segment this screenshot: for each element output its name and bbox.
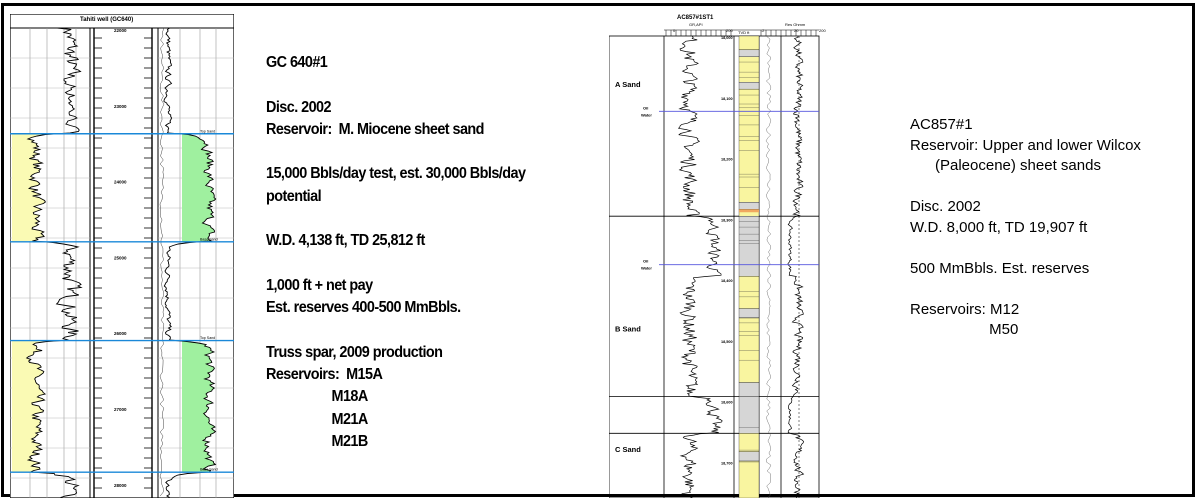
ac857-zone-label: A Sand bbox=[615, 79, 641, 89]
gc640-sand-marker-label: Base Sand bbox=[200, 237, 218, 242]
ac857-lithology-block bbox=[739, 216, 759, 276]
ac857-text-line bbox=[910, 279, 1141, 300]
ac857-contact-top-label: Oil bbox=[643, 105, 649, 111]
gc640-text-line bbox=[266, 74, 525, 96]
ac857-gamma-min: 0 bbox=[673, 28, 676, 33]
gc640-well-log bbox=[10, 14, 234, 498]
ac857-text-line: W.D. 8,000 ft, TD 19,907 ft bbox=[910, 218, 1088, 236]
ac857-text-line: 500 MmBbls. Est. reserves bbox=[910, 259, 1090, 277]
ac857-lithology-block bbox=[739, 318, 759, 383]
ac857-lithology-block bbox=[739, 89, 759, 202]
ac857-depth-label: 18,600 bbox=[721, 400, 733, 405]
ac857-description bbox=[910, 115, 1141, 341]
ac857-log-title: AC857#1ST1 bbox=[677, 15, 714, 21]
ac857-text-line: AC857#1 bbox=[910, 116, 973, 133]
gc640-depth-label: 22000 bbox=[114, 28, 127, 33]
gc640-depth-label: 23000 bbox=[114, 103, 127, 109]
ac857-lithology-block bbox=[739, 50, 759, 57]
gc640-text-line: M21B bbox=[266, 433, 368, 451]
ac857-lithology-block bbox=[739, 276, 759, 308]
gc640-text-line bbox=[266, 208, 525, 230]
gc640-text-line: Reservoirs: M15A bbox=[266, 366, 383, 384]
ac857-text-line: (Paleocene) sheet sands bbox=[910, 157, 1101, 174]
gc640-text-line: 1,000 ft + net pay bbox=[266, 276, 373, 294]
ac857-gamma-max: 200 bbox=[726, 28, 733, 33]
ac857-gamma-header: GR,API bbox=[689, 22, 703, 27]
ac857-lithology-block bbox=[739, 433, 759, 451]
ac857-res-header: Res Ohmm bbox=[785, 22, 806, 27]
ac857-text-line: Disc. 2002 bbox=[910, 198, 981, 215]
gc640-text-line: Disc. 2002 bbox=[266, 98, 331, 116]
ac857-lithology-block bbox=[739, 461, 759, 498]
gc640-sand-marker-label: Top Sand bbox=[200, 129, 216, 134]
gc640-text-line: potential bbox=[266, 187, 322, 205]
gc640-text-line bbox=[266, 141, 525, 163]
gc640-log-title: Tahiti well (GC640) bbox=[80, 17, 134, 23]
ac857-res-max: 200 bbox=[819, 28, 826, 33]
ac857-text-line bbox=[910, 238, 1141, 259]
ac857-res-mid: 20 bbox=[794, 28, 799, 33]
gc640-text-line: Truss spar, 2009 production bbox=[266, 343, 443, 361]
ac857-contact-bottom-label: Water bbox=[641, 112, 652, 118]
ac857-depth-label: 18,500 bbox=[721, 339, 733, 344]
ac857-depth-label: 18,700 bbox=[721, 461, 733, 466]
gc640-depth-label: 28000 bbox=[114, 482, 127, 488]
gc640-text-line: M18A bbox=[266, 388, 368, 406]
gc640-text-line: Reservoir: M. Miocene sheet sand bbox=[266, 120, 484, 138]
gc640-text-line: W.D. 4,138 ft, TD 25,812 ft bbox=[266, 232, 425, 250]
ac857-lithology-block bbox=[739, 396, 759, 433]
gc640-depth-label: 27000 bbox=[114, 407, 127, 413]
ac857-depth-label: 18,400 bbox=[721, 279, 733, 284]
ac857-zone-label: B Sand bbox=[615, 324, 641, 334]
ac857-lithology-block bbox=[739, 82, 759, 89]
ac857-lithology-block bbox=[739, 452, 759, 461]
ac857-contact-top-label: Oil bbox=[643, 258, 649, 264]
gc640-depth-label: 26000 bbox=[114, 331, 127, 337]
gc640-sand-marker-label: Top Sand bbox=[200, 336, 216, 341]
gc640-text-line: Est. reserves 400-500 MmBbls. bbox=[266, 299, 461, 317]
ac857-lithology-block bbox=[739, 383, 759, 397]
gc640-sand-marker-label: Base Sand bbox=[200, 467, 218, 472]
ac857-well-log bbox=[609, 14, 831, 498]
gc640-depth-label: 25000 bbox=[114, 255, 127, 261]
ac857-text-line: Reservoirs: M12 bbox=[910, 300, 1020, 318]
ac857-text-line: Reservoir: Upper and lower Wilcox bbox=[910, 136, 1141, 154]
ac857-lithology-block bbox=[739, 202, 759, 209]
ac857-depth-label: 18,300 bbox=[721, 218, 733, 223]
ac857-text-line bbox=[910, 177, 1141, 198]
slide-frame bbox=[1, 3, 1195, 497]
gc640-depth-label: 24000 bbox=[114, 179, 127, 185]
ac857-depth-label: 18,200 bbox=[721, 157, 733, 162]
ac857-zone-label: C Sand bbox=[615, 444, 641, 454]
ac857-text-line: M50 bbox=[910, 321, 1019, 338]
ac857-lithology-block bbox=[739, 309, 759, 318]
ac857-lithology-block bbox=[739, 36, 759, 50]
ac857-depth-label: 18,000 bbox=[721, 36, 733, 40]
gc640-text-line bbox=[266, 320, 525, 342]
gc640-text-line bbox=[266, 253, 525, 275]
gc640-text-line: 15,000 Bbls/day test, est. 30,000 Bbls/day bbox=[266, 165, 526, 183]
ac857-lithology-block bbox=[739, 57, 759, 82]
ac857-resistivity-curve bbox=[788, 36, 804, 498]
ac857-res-min: .2 bbox=[761, 28, 765, 33]
ac857-gamma-curve bbox=[679, 36, 723, 498]
gc640-description bbox=[266, 52, 525, 453]
ac857-depth-label: 18,100 bbox=[721, 96, 733, 101]
gc640-text-line: GC 640#1 bbox=[266, 54, 328, 71]
ac857-column-header: TVD ft bbox=[738, 30, 750, 35]
gc640-text-line: M21A bbox=[266, 410, 368, 428]
ac857-contact-bottom-label: Water bbox=[641, 265, 652, 271]
